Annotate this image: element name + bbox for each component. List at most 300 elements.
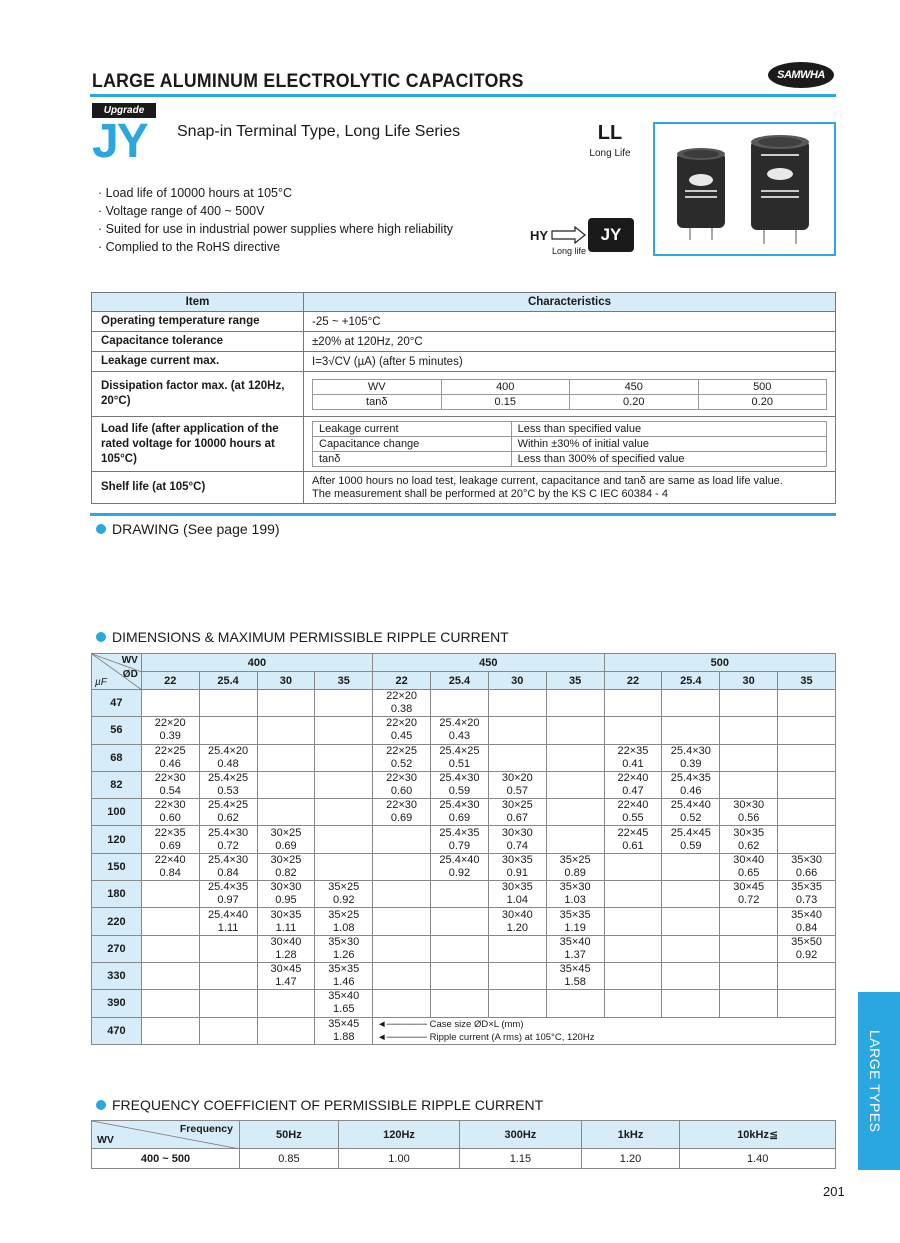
tan-value: 0.20 [698, 394, 827, 409]
page-title: LARGE ALUMINUM ELECTROLYTIC CAPACITORS [92, 71, 524, 92]
empty-cell [488, 962, 546, 989]
empty-cell [257, 990, 315, 1017]
series-code: JY [92, 115, 147, 168]
diameter-header: 22 [141, 672, 199, 690]
case-size: 22×20 [386, 690, 418, 703]
case-size: 35×40 [791, 908, 822, 921]
load-life-label: Leakage current [313, 422, 512, 437]
ripple-current: 0.69 [390, 812, 413, 825]
ripple-current: 1.08 [333, 921, 355, 934]
table-row [92, 690, 836, 717]
empty-cell [778, 826, 836, 853]
table-cell [488, 771, 546, 798]
table-cell [315, 962, 373, 989]
table-corner [92, 654, 142, 690]
table-cell [315, 1017, 373, 1044]
table-cell [141, 853, 199, 880]
case-size: 35×35 [328, 963, 360, 976]
case-size: 22×35 [617, 744, 649, 757]
samwha-logo: SAMWHA [768, 62, 834, 88]
empty-cell [257, 799, 315, 826]
ripple-current: 0.69 [275, 839, 297, 852]
table-row [92, 771, 836, 798]
empty-cell [315, 826, 373, 853]
dimensions-table [91, 653, 836, 1045]
case-size: 35×30 [559, 881, 591, 894]
ripple-current: 0.95 [275, 894, 297, 907]
case-size: 30×35 [501, 853, 533, 866]
ripple-current: 0.97 [217, 894, 239, 907]
table-cell [199, 853, 257, 880]
table-cell [373, 690, 431, 717]
legend-ripple-row [377, 1031, 835, 1044]
case-size: 25.4×35 [439, 826, 480, 839]
table-cell [257, 962, 315, 989]
ripple-current: 0.46 [159, 757, 181, 770]
empty-cell [778, 771, 836, 798]
empty-cell [720, 935, 778, 962]
diameter-header: 35 [778, 672, 836, 690]
case-size: 30×25 [270, 853, 302, 866]
empty-cell [315, 690, 373, 717]
voltage-header: 400 [141, 654, 372, 672]
empty-cell [373, 826, 431, 853]
voltage-header: 450 [373, 654, 604, 672]
ripple-current: 1.65 [333, 1003, 355, 1016]
characteristics-table [91, 292, 836, 504]
capacitance-label: 150 [92, 853, 142, 880]
table-cell [373, 799, 431, 826]
case-size: 30×35 [270, 908, 302, 921]
empty-cell [488, 717, 546, 744]
empty-cell [604, 717, 662, 744]
ripple-current: 0.72 [217, 839, 239, 852]
empty-cell [373, 908, 431, 935]
spec-item: Capacitance tolerance [92, 332, 304, 352]
spec-value: ±20% at 120Hz, 20°C [304, 332, 836, 352]
case-size: 30×25 [270, 826, 302, 839]
case-size: 30×45 [733, 881, 765, 894]
ripple-current: 1.88 [333, 1030, 355, 1043]
table-cell [373, 771, 431, 798]
empty-cell [604, 881, 662, 908]
case-size: 25.4×40 [208, 908, 249, 921]
section-divider [90, 513, 836, 516]
empty-cell [720, 744, 778, 771]
diameter-header: 35 [546, 672, 604, 690]
long-life-glyph: LL [597, 122, 623, 144]
empty-cell [546, 717, 604, 744]
case-size: 25.4×30 [670, 744, 711, 757]
ripple-current: 1.58 [564, 976, 586, 989]
table-cell [488, 881, 546, 908]
bullet-icon [96, 632, 106, 642]
frequency-header: 300Hz [460, 1121, 581, 1149]
empty-cell [604, 908, 662, 935]
table-cell [315, 881, 373, 908]
spec-item: Shelf life (at 105°C) [92, 472, 304, 504]
ripple-current: 0.57 [506, 785, 529, 798]
ripple-current: 0.41 [622, 757, 644, 770]
empty-cell [431, 881, 489, 908]
empty-cell [604, 690, 662, 717]
frequency-header: 120Hz [338, 1121, 459, 1149]
case-size: 30×45 [270, 963, 302, 976]
empty-cell [431, 908, 489, 935]
empty-cell [546, 690, 604, 717]
side-tab [858, 992, 900, 1170]
diameter-header: 25.4 [431, 672, 489, 690]
empty-cell [546, 744, 604, 771]
case-size: 30×20 [501, 772, 533, 785]
dimensions-body [92, 690, 836, 1018]
legend-case-row [377, 1018, 835, 1031]
ripple-current: 0.61 [622, 839, 644, 852]
tan-value: 0.20 [570, 394, 699, 409]
ripple-current: 0.84 [795, 921, 818, 934]
empty-cell [720, 771, 778, 798]
case-size: 25.4×20 [439, 717, 480, 730]
case-size: 22×25 [154, 744, 186, 757]
ripple-current: 0.69 [448, 812, 471, 825]
case-size: 35×50 [791, 935, 822, 948]
table-cell [662, 744, 720, 771]
empty-cell [141, 990, 199, 1017]
table-cell [604, 744, 662, 771]
table-cell [720, 853, 778, 880]
load-life-table [312, 421, 827, 467]
ripple-current: 1.37 [564, 948, 586, 961]
ripple-current: 0.38 [390, 703, 413, 716]
ripple-current: 0.59 [448, 785, 471, 798]
capacitance-label: 82 [92, 771, 142, 798]
capacitance-label: 56 [92, 717, 142, 744]
case-size: 22×25 [386, 744, 418, 757]
ripple-current: 1.28 [275, 948, 297, 961]
empty-cell [199, 690, 257, 717]
table-cell [488, 826, 546, 853]
product-photo [653, 122, 836, 256]
drawing-section-heading [96, 521, 280, 537]
case-size: 25.4×35 [670, 772, 711, 785]
table-row [92, 990, 836, 1017]
ripple-current: 0.45 [390, 730, 413, 743]
table-cell [315, 990, 373, 1017]
ripple-current: 0.47 [622, 785, 644, 798]
empty-cell [141, 908, 199, 935]
drawing-label: DRAWING [112, 521, 180, 537]
corner-frequency: Frequency [179, 1123, 233, 1135]
case-size: 30×40 [501, 908, 533, 921]
empty-cell [199, 935, 257, 962]
case-size: 25.4×40 [670, 799, 711, 812]
ripple-current: 0.62 [737, 839, 760, 852]
case-size: 22×20 [386, 717, 418, 730]
diameter-header: 30 [257, 672, 315, 690]
empty-cell [373, 853, 431, 880]
empty-cell [373, 935, 431, 962]
diameter-header: 30 [488, 672, 546, 690]
ripple-current: 0.91 [506, 866, 529, 879]
diameter-header: 22 [373, 672, 431, 690]
case-size: 22×45 [617, 826, 649, 839]
coefficient-value: 1.00 [338, 1149, 459, 1169]
table-cell [431, 717, 489, 744]
upgrade-note: Long life [552, 246, 587, 256]
table-cell [546, 962, 604, 989]
diameter-header: 25.4 [199, 672, 257, 690]
ripple-current: 0.59 [680, 839, 702, 852]
ripple-current: 0.52 [390, 757, 413, 770]
diameter-header-row [92, 672, 836, 690]
table-row [92, 881, 836, 908]
page-number: 201 [823, 1184, 845, 1199]
empty-cell [604, 990, 662, 1017]
table-cell [199, 744, 257, 771]
empty-cell [720, 962, 778, 989]
frequency-header: 50Hz [240, 1121, 339, 1149]
empty-cell [315, 799, 373, 826]
empty-cell [662, 935, 720, 962]
upgrade-from-label: HY [530, 228, 549, 243]
capacitance-label: 120 [92, 826, 142, 853]
drawing-reference: (See page 199) [183, 521, 280, 537]
table-cell [488, 908, 546, 935]
side-tab-label: LARGE TYPES [867, 1030, 883, 1133]
case-size: 30×30 [270, 881, 302, 894]
empty-cell [257, 1017, 315, 1044]
ripple-current: 0.73 [795, 894, 818, 907]
ripple-current: 0.60 [159, 812, 181, 825]
empty-cell [778, 962, 836, 989]
case-size: 25.4×25 [439, 744, 480, 757]
empty-cell [662, 690, 720, 717]
empty-cell [662, 717, 720, 744]
empty-cell [546, 771, 604, 798]
wv-label: WV [313, 379, 442, 394]
empty-cell [778, 990, 836, 1017]
wv-value: 400 [441, 379, 570, 394]
table-cell [141, 771, 199, 798]
empty-cell [662, 962, 720, 989]
ripple-current: 0.56 [737, 812, 760, 825]
coefficient-value: 1.20 [581, 1149, 680, 1169]
case-size: 25.4×35 [208, 881, 249, 894]
ripple-current: 1.19 [564, 921, 586, 934]
ripple-current: 1.11 [217, 921, 239, 934]
feature-item: · Voltage range of 400 ~ 500V [98, 202, 518, 220]
table-cell [488, 799, 546, 826]
empty-cell [662, 908, 720, 935]
ripple-current: 0.60 [390, 785, 413, 798]
capacitance-label: 390 [92, 990, 142, 1017]
ripple-current: 0.69 [159, 839, 181, 852]
ripple-current: 0.43 [448, 730, 471, 743]
empty-cell [662, 990, 720, 1017]
empty-cell [604, 962, 662, 989]
case-size: 22×30 [386, 799, 418, 812]
ripple-current: 1.20 [506, 921, 529, 934]
ripple-current: 0.84 [217, 866, 239, 879]
case-size: 30×30 [501, 826, 533, 839]
case-size: 35×40 [328, 990, 360, 1003]
case-size: 30×35 [501, 881, 533, 894]
table-cell [199, 826, 257, 853]
frequency-section-heading [96, 1097, 543, 1113]
empty-cell [604, 935, 662, 962]
empty-cell [720, 990, 778, 1017]
tan-label: tanδ [313, 394, 442, 409]
table-cell [662, 826, 720, 853]
spec-item: Leakage current max. [92, 352, 304, 372]
capacitance-label: 270 [92, 935, 142, 962]
ripple-current: 1.26 [333, 948, 355, 961]
ripple-current: 1.47 [275, 976, 297, 989]
case-size: 25.4×30 [208, 853, 249, 866]
load-life-label: tanδ [313, 452, 512, 467]
dimensions-title: DIMENSIONS & MAXIMUM PERMISSIBLE RIPPLE CURRENT [112, 629, 509, 645]
case-size: 35×25 [559, 853, 591, 866]
diameter-header: 30 [720, 672, 778, 690]
case-size: 22×40 [617, 799, 649, 812]
ripple-current: 0.46 [680, 785, 702, 798]
ripple-current: 0.39 [159, 730, 181, 743]
capacitance-label: 47 [92, 690, 142, 717]
capacitance-label: 180 [92, 881, 142, 908]
wv-value: 500 [698, 379, 827, 394]
empty-cell [141, 1017, 199, 1044]
table-cell [199, 908, 257, 935]
table-row [92, 908, 836, 935]
case-size: 25.4×30 [439, 772, 480, 785]
case-size: 25.4×40 [439, 853, 480, 866]
feature-list [98, 184, 518, 256]
feature-item: · Suited for use in industrial power supplies where high reliability [98, 220, 518, 238]
table-row [92, 744, 836, 771]
empty-cell [546, 990, 604, 1017]
table-cell [431, 771, 489, 798]
spec-item: Load life (after application of the rated voltage for 10000 hours at 105°C) [92, 417, 304, 472]
arrow-left-icon: ◄────── [377, 1031, 430, 1043]
capacitance-label: 220 [92, 908, 142, 935]
ripple-current: 0.66 [795, 866, 818, 879]
table-cell [546, 908, 604, 935]
table-cell [315, 908, 373, 935]
table-cell [141, 826, 199, 853]
empty-cell [373, 881, 431, 908]
table-cell [604, 826, 662, 853]
empty-cell [199, 1017, 257, 1044]
empty-cell [546, 799, 604, 826]
empty-cell [199, 962, 257, 989]
table-cell [488, 853, 546, 880]
empty-cell [778, 717, 836, 744]
load-life-value: Less than specified value [511, 422, 826, 437]
spec-item: Operating temperature range [92, 312, 304, 332]
table-cell [778, 908, 836, 935]
case-size: 35×25 [328, 908, 360, 921]
tan-value: 0.15 [441, 394, 570, 409]
empty-cell [315, 853, 373, 880]
empty-cell [141, 962, 199, 989]
capacitance-label: 470 [92, 1017, 142, 1044]
legend-case-label: Case size ØD×L (mm) [429, 1018, 524, 1030]
ripple-current: 0.65 [737, 866, 760, 879]
column-header-characteristics: Characteristics [304, 293, 836, 312]
empty-cell [373, 990, 431, 1017]
table-row [92, 853, 836, 880]
case-size: 30×40 [733, 853, 765, 866]
case-size: 25.4×25 [208, 799, 249, 812]
empty-cell [720, 690, 778, 717]
bullet-icon [96, 524, 106, 534]
ripple-current: 0.55 [622, 812, 644, 825]
empty-cell [257, 690, 315, 717]
case-size: 35×40 [559, 935, 591, 948]
table-cell [257, 908, 315, 935]
empty-cell [720, 717, 778, 744]
upgrade-to-badge: JY [588, 218, 634, 252]
ripple-current: 0.84 [159, 866, 181, 879]
table-cell [778, 853, 836, 880]
header-divider [90, 94, 836, 97]
table-row [92, 935, 836, 962]
table-cell [257, 935, 315, 962]
load-life-value: Less than 300% of specified value [511, 452, 826, 467]
wv-value: 450 [570, 379, 699, 394]
empty-cell [488, 744, 546, 771]
ripple-current: 0.67 [506, 812, 529, 825]
table-cell [199, 881, 257, 908]
case-size: 22×35 [154, 826, 186, 839]
coefficient-value: 1.40 [680, 1149, 836, 1169]
ripple-current: 0.62 [217, 812, 239, 825]
empty-cell [431, 962, 489, 989]
capacitor-illustration [655, 124, 834, 254]
table-cell [141, 744, 199, 771]
arrow-left-icon: ◄────── [377, 1018, 430, 1030]
table-cell [199, 799, 257, 826]
table-cell [720, 799, 778, 826]
column-header-item: Item [92, 293, 304, 312]
empty-cell [662, 853, 720, 880]
coefficient-value: 1.15 [460, 1149, 581, 1169]
table-cell [199, 771, 257, 798]
empty-cell [315, 744, 373, 771]
empty-cell [488, 935, 546, 962]
empty-cell [778, 799, 836, 826]
empty-cell [199, 717, 257, 744]
feature-item: · Load life of 10000 hours at 105°C [98, 184, 518, 202]
ripple-current: 1.04 [506, 894, 529, 907]
case-size: 25.4×25 [208, 772, 249, 785]
load-life-label: Capacitance change [313, 437, 512, 452]
table-cell [720, 881, 778, 908]
empty-cell [257, 771, 315, 798]
case-size: 22×40 [617, 772, 649, 785]
ripple-current: 0.53 [217, 785, 239, 798]
spec-value: -25 ~ +105°C [304, 312, 836, 332]
dissipation-values [304, 372, 836, 417]
frequency-table [91, 1120, 836, 1169]
table-cell [257, 826, 315, 853]
empty-cell [431, 935, 489, 962]
empty-cell [431, 690, 489, 717]
corner-wv: WV [121, 655, 138, 666]
ripple-current: 0.52 [680, 812, 702, 825]
case-size: 35×30 [328, 935, 360, 948]
series-description: Snap-in Terminal Type, Long Life Series [177, 123, 461, 140]
